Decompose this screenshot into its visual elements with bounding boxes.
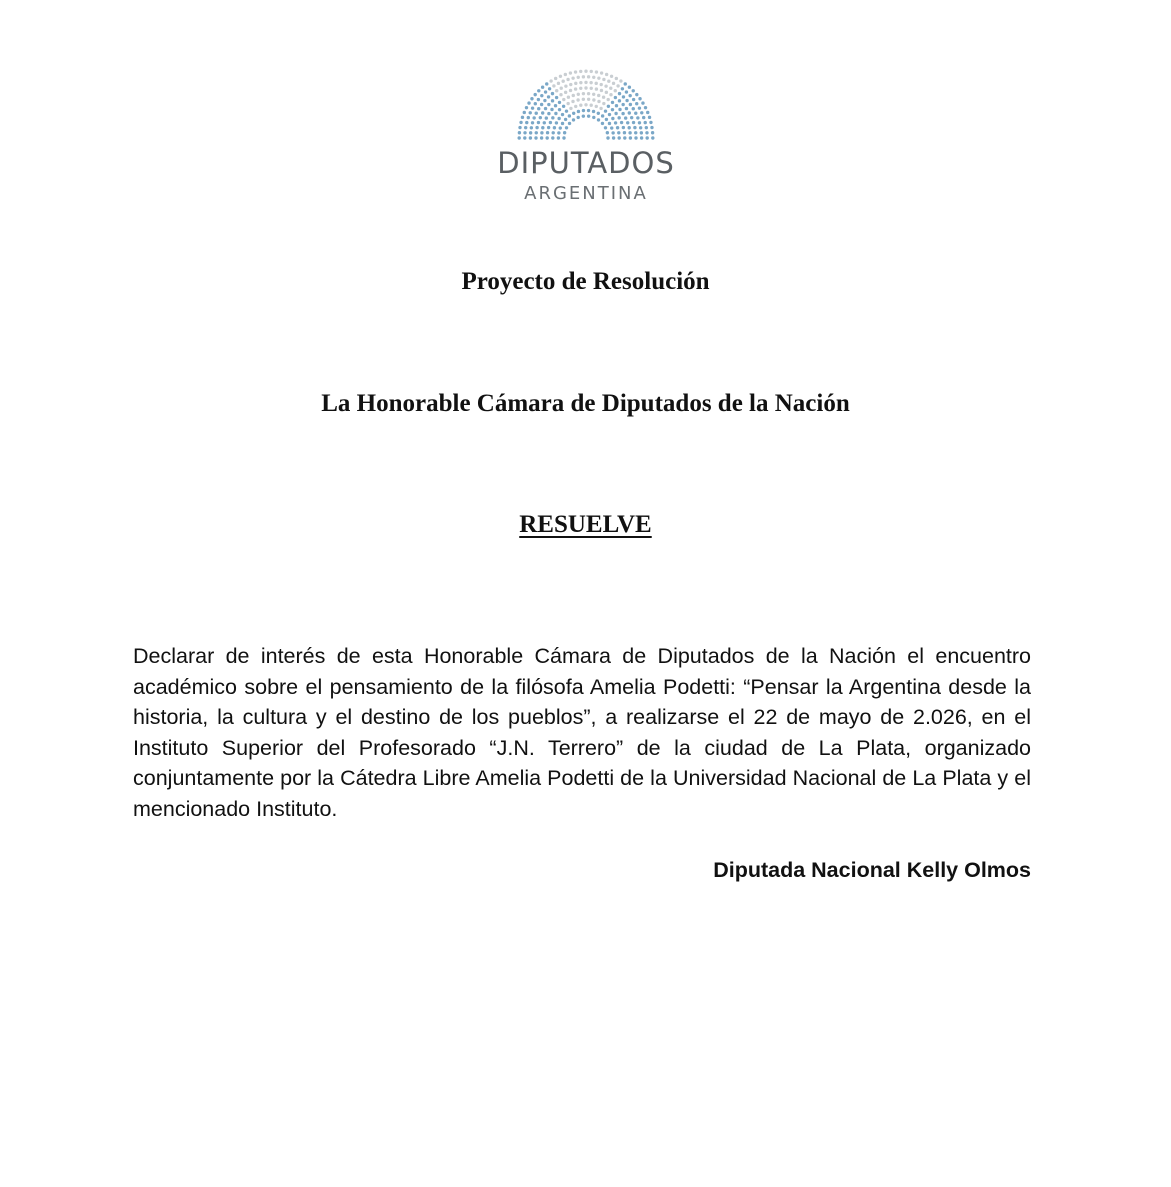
hemicycle-seat-dot [547,103,550,106]
hemicycle-seat-dot [620,121,623,124]
hemicycle-seat-dot [645,126,648,129]
hemicycle-seat-dot [626,121,629,124]
hemicycle-seat-dot [584,70,587,73]
hemicycle-seat-dot [602,102,605,105]
hemicycle-seat-dot [646,111,649,114]
hemicycle-seat-dot [544,107,547,110]
hemicycle-seat-dot [608,122,611,125]
hemicycle-seat-dot [584,81,587,84]
hemicycle-seat-dot [615,104,618,107]
hemicycle-seat-dot [640,131,643,134]
hemicycle-seat-dot [630,116,633,119]
hemicycle-seat-dot [548,87,551,90]
hemicycle-seat-dot [555,96,558,99]
hemicycle-seat-dot [624,82,627,85]
hemicycle-seat-dot [590,70,593,73]
hemicycle-seat-dot [584,86,587,89]
hemicycle-seat-dot [574,105,577,108]
hemicycle-seat-dot [537,121,540,124]
hemicycle-seat-dot [535,112,538,115]
hemicycle-seat-dot [572,112,575,115]
hemicycle-seat-dot [595,82,598,85]
hemicycle-seat-dot [606,136,609,139]
hemicycle-seat-dot [623,131,626,134]
hemicycle-seat-dot [564,91,567,94]
hemicycle-seat-dot [534,93,537,96]
hemicycle-seat-dot [595,70,598,73]
hemicycle-seat-dot [611,108,614,111]
hemicycle-seat-dot [564,73,567,76]
hemicycle-seat-dot [540,136,543,139]
hemicycle-seat-dot [601,122,604,125]
hemicycle-seat-dot [625,90,628,93]
hemicycle-seat-dot [567,96,570,99]
hemicycle-seat-dot [561,122,564,125]
hemicycle-seat-dot [621,103,624,106]
hemicycle-seat-dot [555,89,558,92]
document-title: Proyecto de Resolución [461,268,710,295]
hemicycle-icon [486,66,686,144]
hemicycle-seat-dot [638,121,641,124]
hemicycle-seat-dot [590,87,593,90]
hemicycle-seat-dot [628,131,631,134]
hemicycle-seat-dot [529,136,532,139]
hemicycle-seat-dot [609,93,612,96]
hemicycle-seat-dot [642,116,645,119]
hemicycle-seat-dot [544,90,547,93]
hemicycle-seat-dot [529,131,532,134]
hemicycle-seat-dot [565,126,568,129]
hemicycle-seat-dot [616,126,619,129]
hemicycle-seat-dot [582,92,585,95]
hemicycle-seat-dot [549,121,552,124]
hemicycle-seat-dot [605,73,608,76]
hemicycle-seat-dot [551,99,554,102]
hemicycle-seat-dot [635,93,638,96]
hemicycle-seat-dot [595,87,598,90]
hemicycle-seat-dot [645,131,648,134]
hemicycle-seat-dot [579,87,582,90]
hemicycle-seat-dot [619,79,622,82]
hemicycle-seat-dot [629,103,632,106]
hemicycle-seat-dot [551,116,554,119]
hemicycle-seat-dot [547,95,550,98]
hemicycle-seat-dot [611,101,614,104]
hemicycle-seat-dot [537,89,540,92]
hemicycle-seat-dot [628,94,631,97]
hemicycle-seat-dot [547,126,550,129]
hemicycle-seat-dot [618,92,621,95]
hemicycle-seat-dot [571,100,574,103]
hemicycle-seat-dot [541,86,544,89]
hemicycle-seat-dot [574,87,577,90]
hemicycle-seat-dot [604,109,607,112]
hemicycle-seat-dot [519,121,522,124]
resolution-body: Declarar de interés de esta Honorable Cámara de Diputados de la Nación el encuentro académico sobre el pensamiento de la filósofa Amelia Podetti: “Pensar la Argentina desde la historia, la cultura y el destino de los pueblos”, a realizarse el 22 de mayo de 2.026, en el Instituto Superior del Profesorado “J.N. Terrero” de la ciudad de La Plata, organizado conjuntamente por la Cátedra Libre Amelia Podetti de la Universidad Nacional de La Plata y el mencionado Instituto. [133,644,1031,821]
hemicycle-seat-dot [606,131,609,134]
hemicycle-seat-dot [589,104,592,107]
hemicycle-seat-dot [639,126,642,129]
hemicycle-seat-dot [592,116,595,119]
hemicycle-seat-dot [617,131,620,134]
hemicycle-seat-dot [636,116,639,119]
hemicycle-seat-dot [546,131,549,134]
hemicycle-seat-dot [651,131,654,134]
hemicycle-seat-dot [582,75,585,78]
hemicycle-seat-dot [605,91,608,94]
hemicycle-seat-dot [535,131,538,134]
hemicycle-seat-dot [600,83,603,86]
hemicycle-seat-dot [632,107,635,110]
hemicycle-seat-dot [534,102,537,105]
hemicycle-seat-dot [558,101,561,104]
hemicycle-seat-dot [574,70,577,73]
hemicycle-seat-dot [640,136,643,139]
hemicycle-seat-dot [582,114,585,117]
hemicycle-seat-dot [600,71,603,74]
hemicycle-seat-dot [614,121,617,124]
hemicycle-seat-dot [523,136,526,139]
hemicycle-seat-dot [577,116,580,119]
hemicycle-seat-dot [537,107,540,110]
hemicycle-seat-dot [632,98,635,101]
hemicycle-seat-dot [572,94,575,97]
hemicycle-seat-dot [618,136,621,139]
logo-word-diputados: DIPUTADOS [497,146,675,180]
hemicycle-seat-dot [597,100,600,103]
hemicycle-seat-dot [540,103,543,106]
hemicycle-seat-dot [551,92,554,95]
hemicycle-seat-dot [557,136,560,139]
hemicycle-seat-dot [525,106,528,109]
hemicycle-seat-dot [632,121,635,124]
hemicycle-seat-dot [584,103,587,106]
hemicycle-seat-dot [559,75,562,78]
hemicycle-seat-dot [537,98,540,101]
hemicycle-seat-dot [518,126,521,129]
hemicycle-seat-dot [571,76,574,79]
hemicycle-seat-dot [650,126,653,129]
hemicycle-seat-dot [530,126,533,129]
hemicycle-seat-dot [629,136,632,139]
hemicycle-seat-dot [579,81,582,84]
hemicycle-seat-dot [616,84,619,87]
hemicycle-seat-dot [610,126,613,129]
hemicycle-seat-dot [577,76,580,79]
hemicycle-seat-dot [540,94,543,97]
hemicycle-seat-dot [565,109,568,112]
hemicycle-seat-dot [597,94,600,97]
hemicycle-seat-dot [610,75,613,78]
hemicycle-seat-dot [561,80,564,83]
hemicycle-seat-dot [532,116,535,119]
hemicycle-seat-dot [634,112,637,115]
hemicycle-seat-dot [587,75,590,78]
hemicycle-seat-dot [623,136,626,139]
hemicycle-seat-dot [604,84,607,87]
hemicycle-seat-dot [582,98,585,101]
hemicycle-seat-dot [523,111,526,114]
logo-word-argentina: ARGENTINA [524,183,648,204]
resolves-heading: RESUELVE [519,511,652,538]
hemicycle-seat-dot [604,126,607,129]
hemicycle-seat-dot [572,118,575,121]
hemicycle-seat-dot [608,113,611,116]
diputados-argentina-logo [486,66,686,211]
hemicycle-seat-dot [561,113,564,116]
hemicycle-seat-dot [534,136,537,139]
hemicycle-seat-dot [622,126,625,129]
hemicycle-seat-dot [524,126,527,129]
hemicycle-seat-dot [592,93,595,96]
hemicycle-seat-dot [562,98,565,101]
hemicycle-seat-dot [554,112,557,115]
hemicycle-seat-dot [545,82,548,85]
signature: Diputada Nacional Kelly Olmos [713,858,1031,882]
hemicycle-seat-dot [648,116,651,119]
hemicycle-seat-dot [568,122,571,125]
hemicycle-seat-dot [569,71,572,74]
hemicycle-seat-dot [566,78,569,81]
hemicycle-seat-dot [579,104,582,107]
hemicycle-seat-dot [602,96,605,99]
hemicycle-seat-dot [564,84,567,87]
hemicycle-seat-dot [587,109,590,112]
hemicycle-seat-dot [638,97,641,100]
hemicycle-seat-dot [641,101,644,104]
chamber-heading: La Honorable Cámara de Diputados de la Nación [321,390,850,417]
hemicycle-seat-dot [574,82,577,85]
hemicycle-seat-dot [625,107,628,110]
hemicycle-seat-dot [569,83,572,86]
hemicycle-seat-dot [540,131,543,134]
hemicycle-seat-dot [530,97,533,100]
hemicycle-seat-dot [651,136,654,139]
hemicycle-seat-dot [595,105,598,108]
hemicycle-seat-dot [640,111,643,114]
hemicycle-seat-dot [628,126,631,129]
hemicycle-seat-dot [547,112,550,115]
hemicycle-seat-dot [579,70,582,73]
hemicycle-seat-dot [634,131,637,134]
hemicycle-seat-dot [617,116,620,119]
hemicycle-seat-dot [554,104,557,107]
hemicycle-seat-dot [605,118,608,121]
hemicycle-seat-dot [550,108,553,111]
hemicycle-seat-dot [558,108,561,111]
hemicycle-seat-dot [618,99,621,102]
hemicycle-seat-dot [559,126,562,129]
hemicycle-seat-dot [568,114,571,117]
hemicycle-seat-dot [569,107,572,110]
hemicycle-seat-dot [576,98,579,101]
hemicycle-seat-dot [587,114,590,117]
hemicycle-seat-dot [539,116,542,119]
hemicycle-seat-dot [552,131,555,134]
hemicycle-seat-dot [597,118,600,121]
hemicycle-seat-dot [614,96,617,99]
hemicycle-seat-dot [566,102,569,105]
hemicycle-seat-dot [541,111,544,114]
hemicycle-seat-dot [557,131,560,134]
hemicycle-seat-dot [633,126,636,129]
hemicycle-seat-dot [600,89,603,92]
hemicycle-seat-dot [597,112,600,115]
hemicycle-seat-dot [589,81,592,84]
hemicycle-seat-dot [621,112,624,115]
hemicycle-seat-dot [557,82,560,85]
hemicycle-seat-dot [577,93,580,96]
hemicycle-seat-dot [543,121,546,124]
hemicycle-seat-dot [609,87,612,90]
hemicycle-seat-dot [527,101,530,104]
hemicycle-seat-dot [618,108,621,111]
hemicycle-seat-dot [632,89,635,92]
hemicycle-seat-dot [559,93,562,96]
hemicycle-seat-dot [612,136,615,139]
hemicycle-seat-dot [592,76,595,79]
hemicycle-seat-dot [545,116,548,119]
hemicycle-seat-dot [607,105,610,108]
hemicycle-seat-dot [601,114,604,117]
hemicycle-seat-dot [531,121,534,124]
hemicycle-seat-dot [638,106,641,109]
hemicycle-seat-dot [553,126,556,129]
hemicycle-seat-dot [518,136,521,139]
hemicycle-seat-dot [560,87,563,90]
hemicycle-seat-dot [592,110,595,113]
hemicycle-seat-dot [611,117,614,120]
hemicycle-seat-dot [582,109,585,112]
hemicycle-seat-dot [557,117,560,120]
hemicycle-seat-dot [644,106,647,109]
hemicycle-seat-dot [563,131,566,134]
hemicycle-seat-dot [523,131,526,134]
hemicycle-seat-dot [592,98,595,101]
hemicycle-seat-dot [644,121,647,124]
hemicycle-seat-dot [611,131,614,134]
hemicycle-seat-dot [562,105,565,108]
hemicycle-seat-dot [527,116,530,119]
hemicycle-seat-dot [549,79,552,82]
hemicycle-seat-dot [635,102,638,105]
hemicycle-seat-dot [555,121,558,124]
hemicycle-seat-dot [625,99,628,102]
hemicycle-seat-dot [615,77,618,80]
hemicycle-seat-dot [628,86,631,89]
hemicycle-seat-dot [649,121,652,124]
hemicycle-seat-dot [546,136,549,139]
hemicycle-seat-dot [597,76,600,79]
hemicycle-seat-dot [535,126,538,129]
hemicycle-seat-dot [614,89,617,92]
hemicycle-seat-dot [564,118,567,121]
hemicycle-seat-dot [529,111,532,114]
hemicycle-seat-dot [543,99,546,102]
hemicycle-seat-dot [621,87,624,90]
hemicycle-seat-dot [624,116,627,119]
hemicycle-seat-dot [599,107,602,110]
hemicycle-seat-dot [612,82,615,85]
hemicycle-seat-dot [622,95,625,98]
hemicycle-seat-dot [607,80,610,83]
hemicycle-seat-dot [521,116,524,119]
hemicycle-seat-dot [569,89,572,92]
hemicycle-seat-dot [634,136,637,139]
hemicycle-seat-dot [607,98,610,101]
hemicycle-seat-dot [628,111,631,114]
hemicycle-seat-dot [614,112,617,115]
hemicycle-seat-dot [531,106,534,109]
hemicycle-seat-dot [551,136,554,139]
hemicycle-seat-dot [541,126,544,129]
hemicycle-seat-dot [587,98,590,101]
hemicycle-seat-dot [518,131,521,134]
hemicycle-seat-dot [552,84,555,87]
hemicycle-seat-dot [562,136,565,139]
hemicycle-seat-dot [554,77,557,80]
hemicycle-seat-dot [602,78,605,81]
hemicycle-seat-dot [525,121,528,124]
hemicycle-seat-dot [577,110,580,113]
hemicycle-seat-dot [587,92,590,95]
hemicycle-seat-dot [646,136,649,139]
